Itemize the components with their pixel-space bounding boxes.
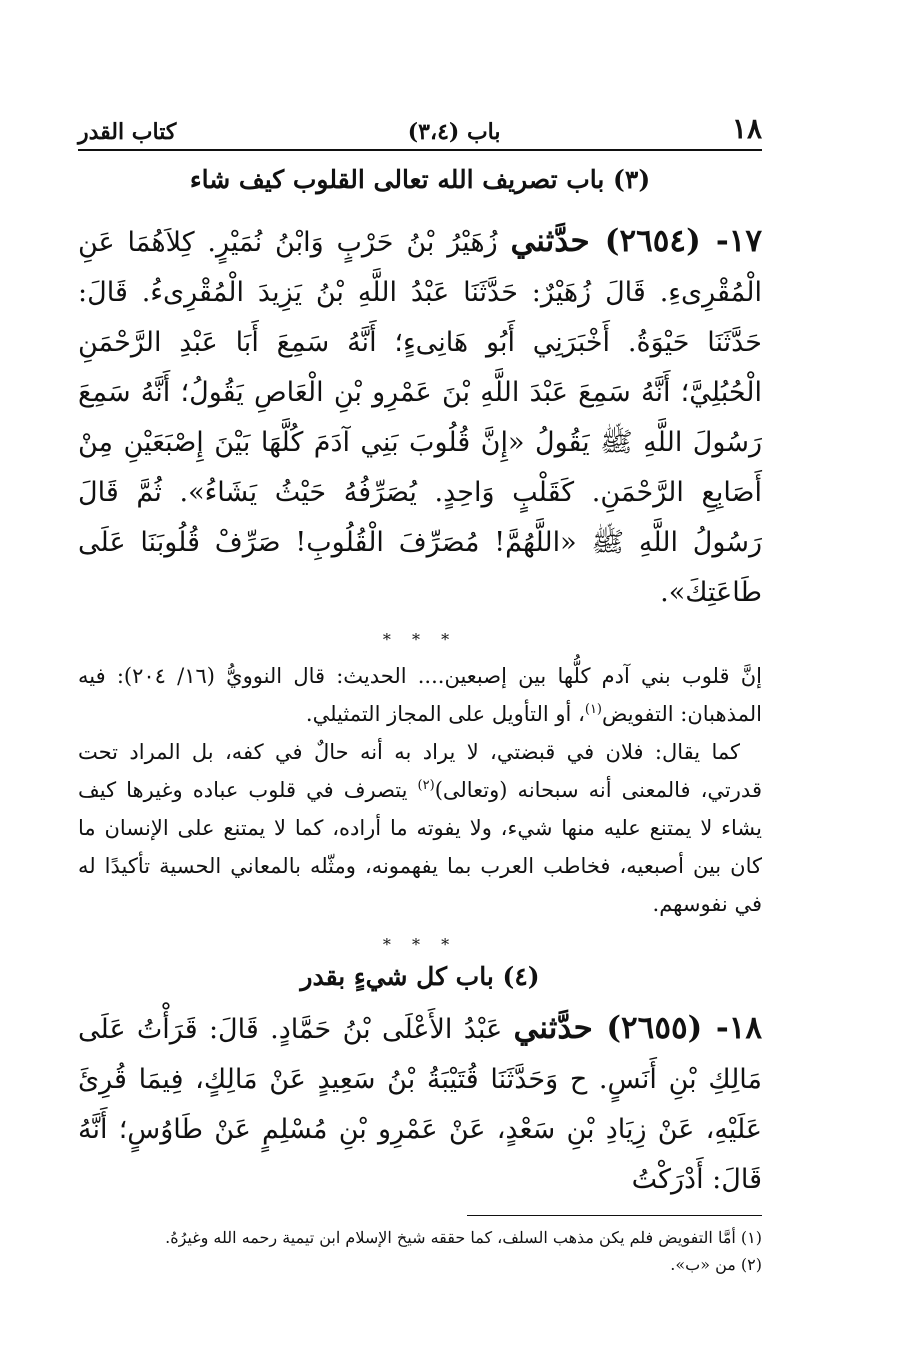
separator-stars: * * *	[382, 935, 458, 954]
section-label: باب (٣،٤)	[407, 119, 501, 145]
commentary-paragraph: كما يقال: فلان في قبضتي، لا يراد به أنه حالٌ في كفه، بل المراد تحت قدرتي، فالمعنى أنه سبحانه (وتعالى)$^{(٢)}$ يتصرف في قلوب عباده وغيرها كيف يشاء لا يمتنع عليه منها شيء، ولا يفوته ما أراده، كما لا يمتنع على الإنسان ما كان بين أصبعيه، فخاطب العرب بما يفهمونه، ومثّله بالمعاني الحسية تأكيدًا له في نفوسهم.	[78, 740, 762, 916]
chapter-4-heading: (٤) باب كل شيءٍ بقدر	[300, 962, 540, 991]
footnote-1: (١) أمَّا التفويض فلم يكن مذهب السلف، كما حققه شيخ الإسلام ابن تيمية رحمه الله وغيرُهُ.	[165, 1228, 762, 1247]
commentary-paragraph: إنَّ قلوب بني آدم كلُّها بين إصبعين.... الحديث: قال النوويُّ (١٦/ ٢٠٤): فيه المذهبان: التفويض$^{(١)}$، أو التأويل على المجاز التمثيلي.	[78, 664, 762, 726]
footnote-ref-2: (٢)	[417, 778, 435, 793]
hadith-18-number: ١٨- (٢٦٥٥) حدَّثني	[513, 1010, 763, 1046]
footnote-divider	[467, 1215, 762, 1216]
separator-stars: * * *	[382, 630, 458, 649]
page-number: ١٨	[731, 112, 762, 145]
hadith-17-text: زُهَيْرُ بْنُ حَرْبٍ وَابْنُ نُمَيْرٍ. كِلاَهُمَا عَنِ الْمُقْرِىءِ. قَالَ زُهَيْرٌ: حَدَّثَنَا عَبْدُ اللَّهِ بْنُ يَزِيدَ الْمُقْرِىءُ. قَالَ: حَدَّثَنَا حَيْوَةُ. أَخْبَرَنِي أَبُو هَانِىءٍ؛ أَنَّهُ سَمِعَ أَبَا عَبْدِ الرَّحْمَنِ الْحُبُلِيَّ؛ أَنَّهُ سَمِعَ عَبْدَ اللَّهِ بْنَ عَمْرِو بْنِ الْعَاصِ يَقُولُ؛ أَنَّهُ سَمِعَ رَسُولَ اللَّهِ ﷺ يَقُولُ «إِنَّ قُلُوبَ بَنِي آدَمَ كُلَّهَا بَيْنَ إِصْبَعَيْنِ مِنْ أَصَابِعِ الرَّحْمَنِ. كَقَلْبٍ وَاحِدٍ. يُصَرِّفُهُ حَيْثُ يَشَاءُ». ثُمَّ قَالَ رَسُولُ اللَّهِ ﷺ «اللَّهُمَّ! مُصَرِّفَ الْقُلُوبِ! صَرِّفْ قُلُوبَنَا عَلَى طَاعَتِكَ».	[78, 227, 762, 608]
footnotes	[78, 1224, 762, 1278]
commentary	[78, 657, 762, 923]
hadith-18	[78, 1003, 762, 1205]
hadith-17	[78, 216, 762, 618]
chapter-3-heading: (٣) باب تصريف الله تعالى القلوب كيف شاء	[189, 165, 651, 194]
running-header	[78, 105, 762, 151]
footnote-2: (٢) من «ب».	[670, 1255, 762, 1274]
hadith-17-number: ١٧- (٢٦٥٤) حدَّثني	[510, 223, 762, 259]
book-title: كتاب القدر	[78, 119, 177, 145]
book-page	[78, 105, 762, 1278]
hadith-18-text: عَبْدُ الأَعْلَى بْنُ حَمَّادٍ. قَالَ: قَرَأْتُ عَلَى مَالِكِ بْنِ أَنَسٍ. ح وَحَدَّثَنَا قُتَيْبَةُ بْنُ سَعِيدٍ عَنْ مَالِكٍ، فِيمَا قُرِئَ عَلَيْهِ، عَنْ زِيَادِ بْنِ سَعْدٍ، عَنْ عَمْرِو بْنِ مُسْلِمٍ عَنْ طَاوُسٍ؛ أَنَّهُ قَالَ: أَدْرَكْتُ	[78, 1014, 762, 1195]
footnote-ref-1: (١)	[584, 702, 602, 717]
